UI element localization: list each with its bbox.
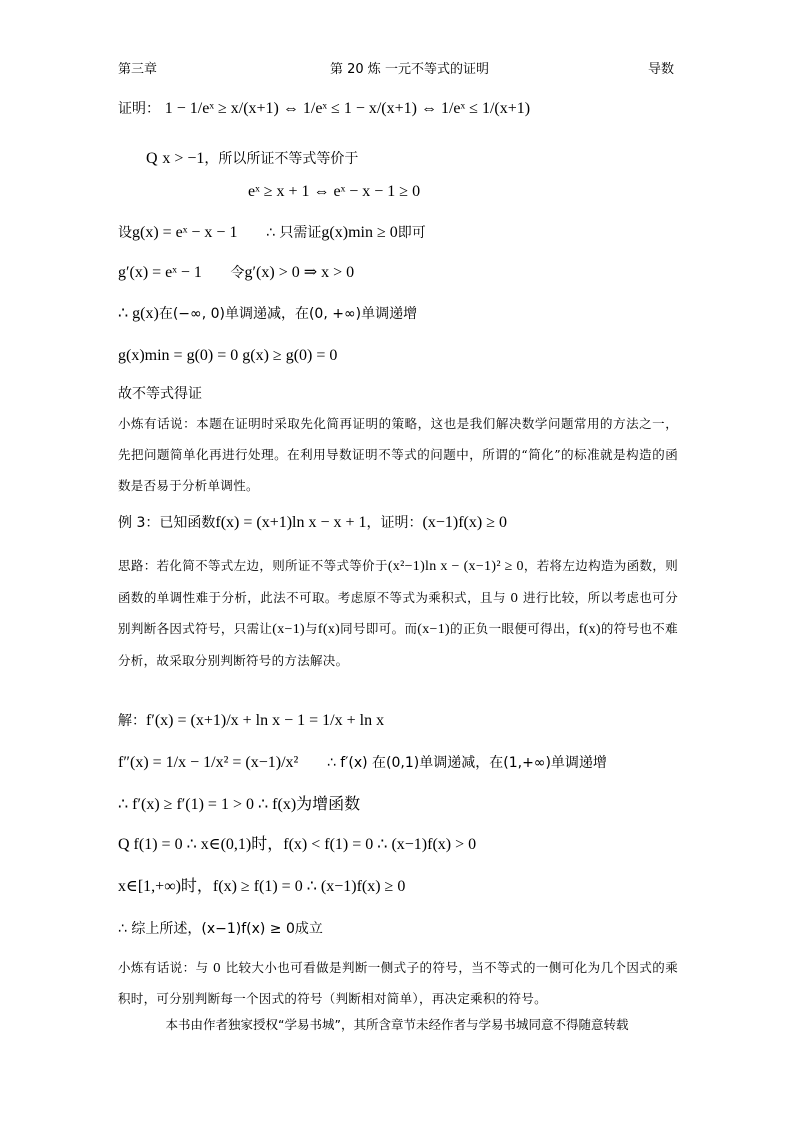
derivative-line xyxy=(118,262,354,283)
therefore-g: ∴ g(x) xyxy=(118,305,159,322)
equivalent-inequality xyxy=(248,181,420,202)
set-text: 设 xyxy=(118,225,132,241)
note-1: 小炼有话说：本题在证明时采取先化简再证明的策略，这也是我们解决数学问题常用的方法之一，先把问题简单化再进行处理。在利用导数证明不等式的问题中，所谓的“简化”的标准就是构造的函数是否易于分析单调性。 xyxy=(118,416,678,493)
solution-label: 解： xyxy=(118,713,146,729)
example-3 xyxy=(118,512,507,533)
conclusion-line xyxy=(118,383,202,404)
minimum-value: g(x)min = g(0) = 0 g(x) ≥ g(0) = 0 xyxy=(118,347,338,364)
solution-line-4 xyxy=(118,834,476,855)
header-title: 第 20 炼 一元不等式的证明 xyxy=(330,62,489,77)
proof-label: 证明： xyxy=(118,101,160,117)
ke-text: 即可 xyxy=(397,225,426,241)
function-g: g(x) = eˣ − x − 1 xyxy=(132,224,238,241)
copyright-footer: 本书由作者独家授权“学易书城”，其所含章节未经作者与学易书城同意不得随意转载 xyxy=(165,1017,629,1032)
solution-line-5 xyxy=(118,876,405,897)
equiv-expression: eˣ ≥ x + 1 ⇔ eˣ − x − 1 ≥ 0 xyxy=(248,183,421,200)
since-symbol: Q xyxy=(146,150,158,167)
example-function: f(x) = (x+1)ln x − x + 1 xyxy=(215,514,367,531)
first-derivative: f′(x) = (x+1)/x + ln x − 1 = 1/x + ln x xyxy=(146,712,385,729)
solution-line-3 xyxy=(118,794,360,815)
example-target: (x−1)f(x) ≥ 0 xyxy=(422,514,507,531)
prove-text: ，证明： xyxy=(366,515,423,531)
derivative-positive: g′(x) > 0 ⇒ x > 0 xyxy=(244,264,355,281)
monotonic-line xyxy=(118,303,417,324)
thinking-part: 的正负一眼便可得出， xyxy=(450,621,579,636)
case-1-inf: x∈[1,+∞)时，f(x) ≥ f(1) = 0 ∴ (x−1)f(x) ≥ 0 xyxy=(118,878,406,895)
final-conclusion: ∴ 综上所述，(x−1)f(x) ≥ 0成立 xyxy=(118,921,323,937)
thinking-expr: (x²−1)ln x − (x−1)² ≥ 0 xyxy=(387,559,524,574)
domain-text: ，所以所证不等式等价于 xyxy=(204,151,359,167)
thinking-expr: (x−1) xyxy=(417,622,451,637)
min-condition: g(x)min ≥ 0 xyxy=(321,224,398,241)
thinking-part: 与 xyxy=(305,621,318,636)
solution-line-6 xyxy=(118,918,323,939)
conclusion-text: 故不等式得证 xyxy=(118,386,202,402)
derivative-monotonic: ∴ f′(x) 在(0,1)单调递减，在(1,+∞)单调递增 xyxy=(326,755,607,771)
example-label: 例 3：已知函数 xyxy=(118,515,216,531)
thinking-part: ，若将左边构造为函数，则函数的单调性难于分析，此法不可取。考虑原不等式为乘积式，且与 0 进行比较，所以考虑也可分别判断各因式符号，只需让 xyxy=(118,558,678,636)
let-text: 令 xyxy=(230,265,245,281)
monotonic-intervals: 在(−∞, 0)单调递减，在(0, +∞)单调递增 xyxy=(158,306,418,322)
proof-line-1 xyxy=(118,98,530,119)
solution-line-1 xyxy=(118,710,384,731)
proof-domain-line xyxy=(146,148,358,169)
case-0-1: Q f(1) = 0 ∴ x∈(0,1)时，f(x) < f(1) = 0 ∴ (x−1)f(x) > 0 xyxy=(118,836,477,853)
header-chapter: 第三章 xyxy=(118,62,158,77)
define-function-line xyxy=(118,222,426,243)
only-need-text: ∴ 只需证 xyxy=(266,225,322,241)
thinking-expr: (x−1) xyxy=(272,622,305,637)
second-derivative: f″(x) = 1/x − 1/x² = (x−1)/x² xyxy=(118,754,299,771)
g-derivative: g′(x) = eˣ − 1 xyxy=(118,264,202,281)
minimum-line xyxy=(118,345,337,366)
thinking-part: 思路：若化简不等式左边，则所证不等式等价于 xyxy=(118,558,388,573)
note-2: 小炼有话说：与 0 比较大小也可看做是判断一侧式子的符号，当不等式的一侧可化为几个因式的乘积时，可分别判断每一个因式的符号（判断相对简单），再决定乘积的符号。 xyxy=(118,960,678,1006)
domain-condition: x > −1 xyxy=(162,150,205,167)
solution-line-2 xyxy=(118,752,607,773)
increasing-statement: ∴ f′(x) ≥ f′(1) = 1 > 0 ∴ f(x)为增函数 xyxy=(118,796,361,813)
thinking-paragraph xyxy=(118,550,678,676)
thinking-expr: f(x) xyxy=(578,622,601,637)
proof-equivalence-chain: 1 − 1/eˣ ≥ x/(x+1) ⇔ 1/eˣ ≤ 1 − x/(x+1) ⇔ 1/eˣ ≤ 1/(x+1) xyxy=(164,100,531,117)
thinking-part: 同号即可。而 xyxy=(340,621,418,636)
thinking-part: 的符号也不难分析，故采取分别判断符号的方法解决。 xyxy=(118,621,678,668)
header-subject: 导数 xyxy=(648,62,675,77)
thinking-expr: f(x) xyxy=(317,622,341,637)
